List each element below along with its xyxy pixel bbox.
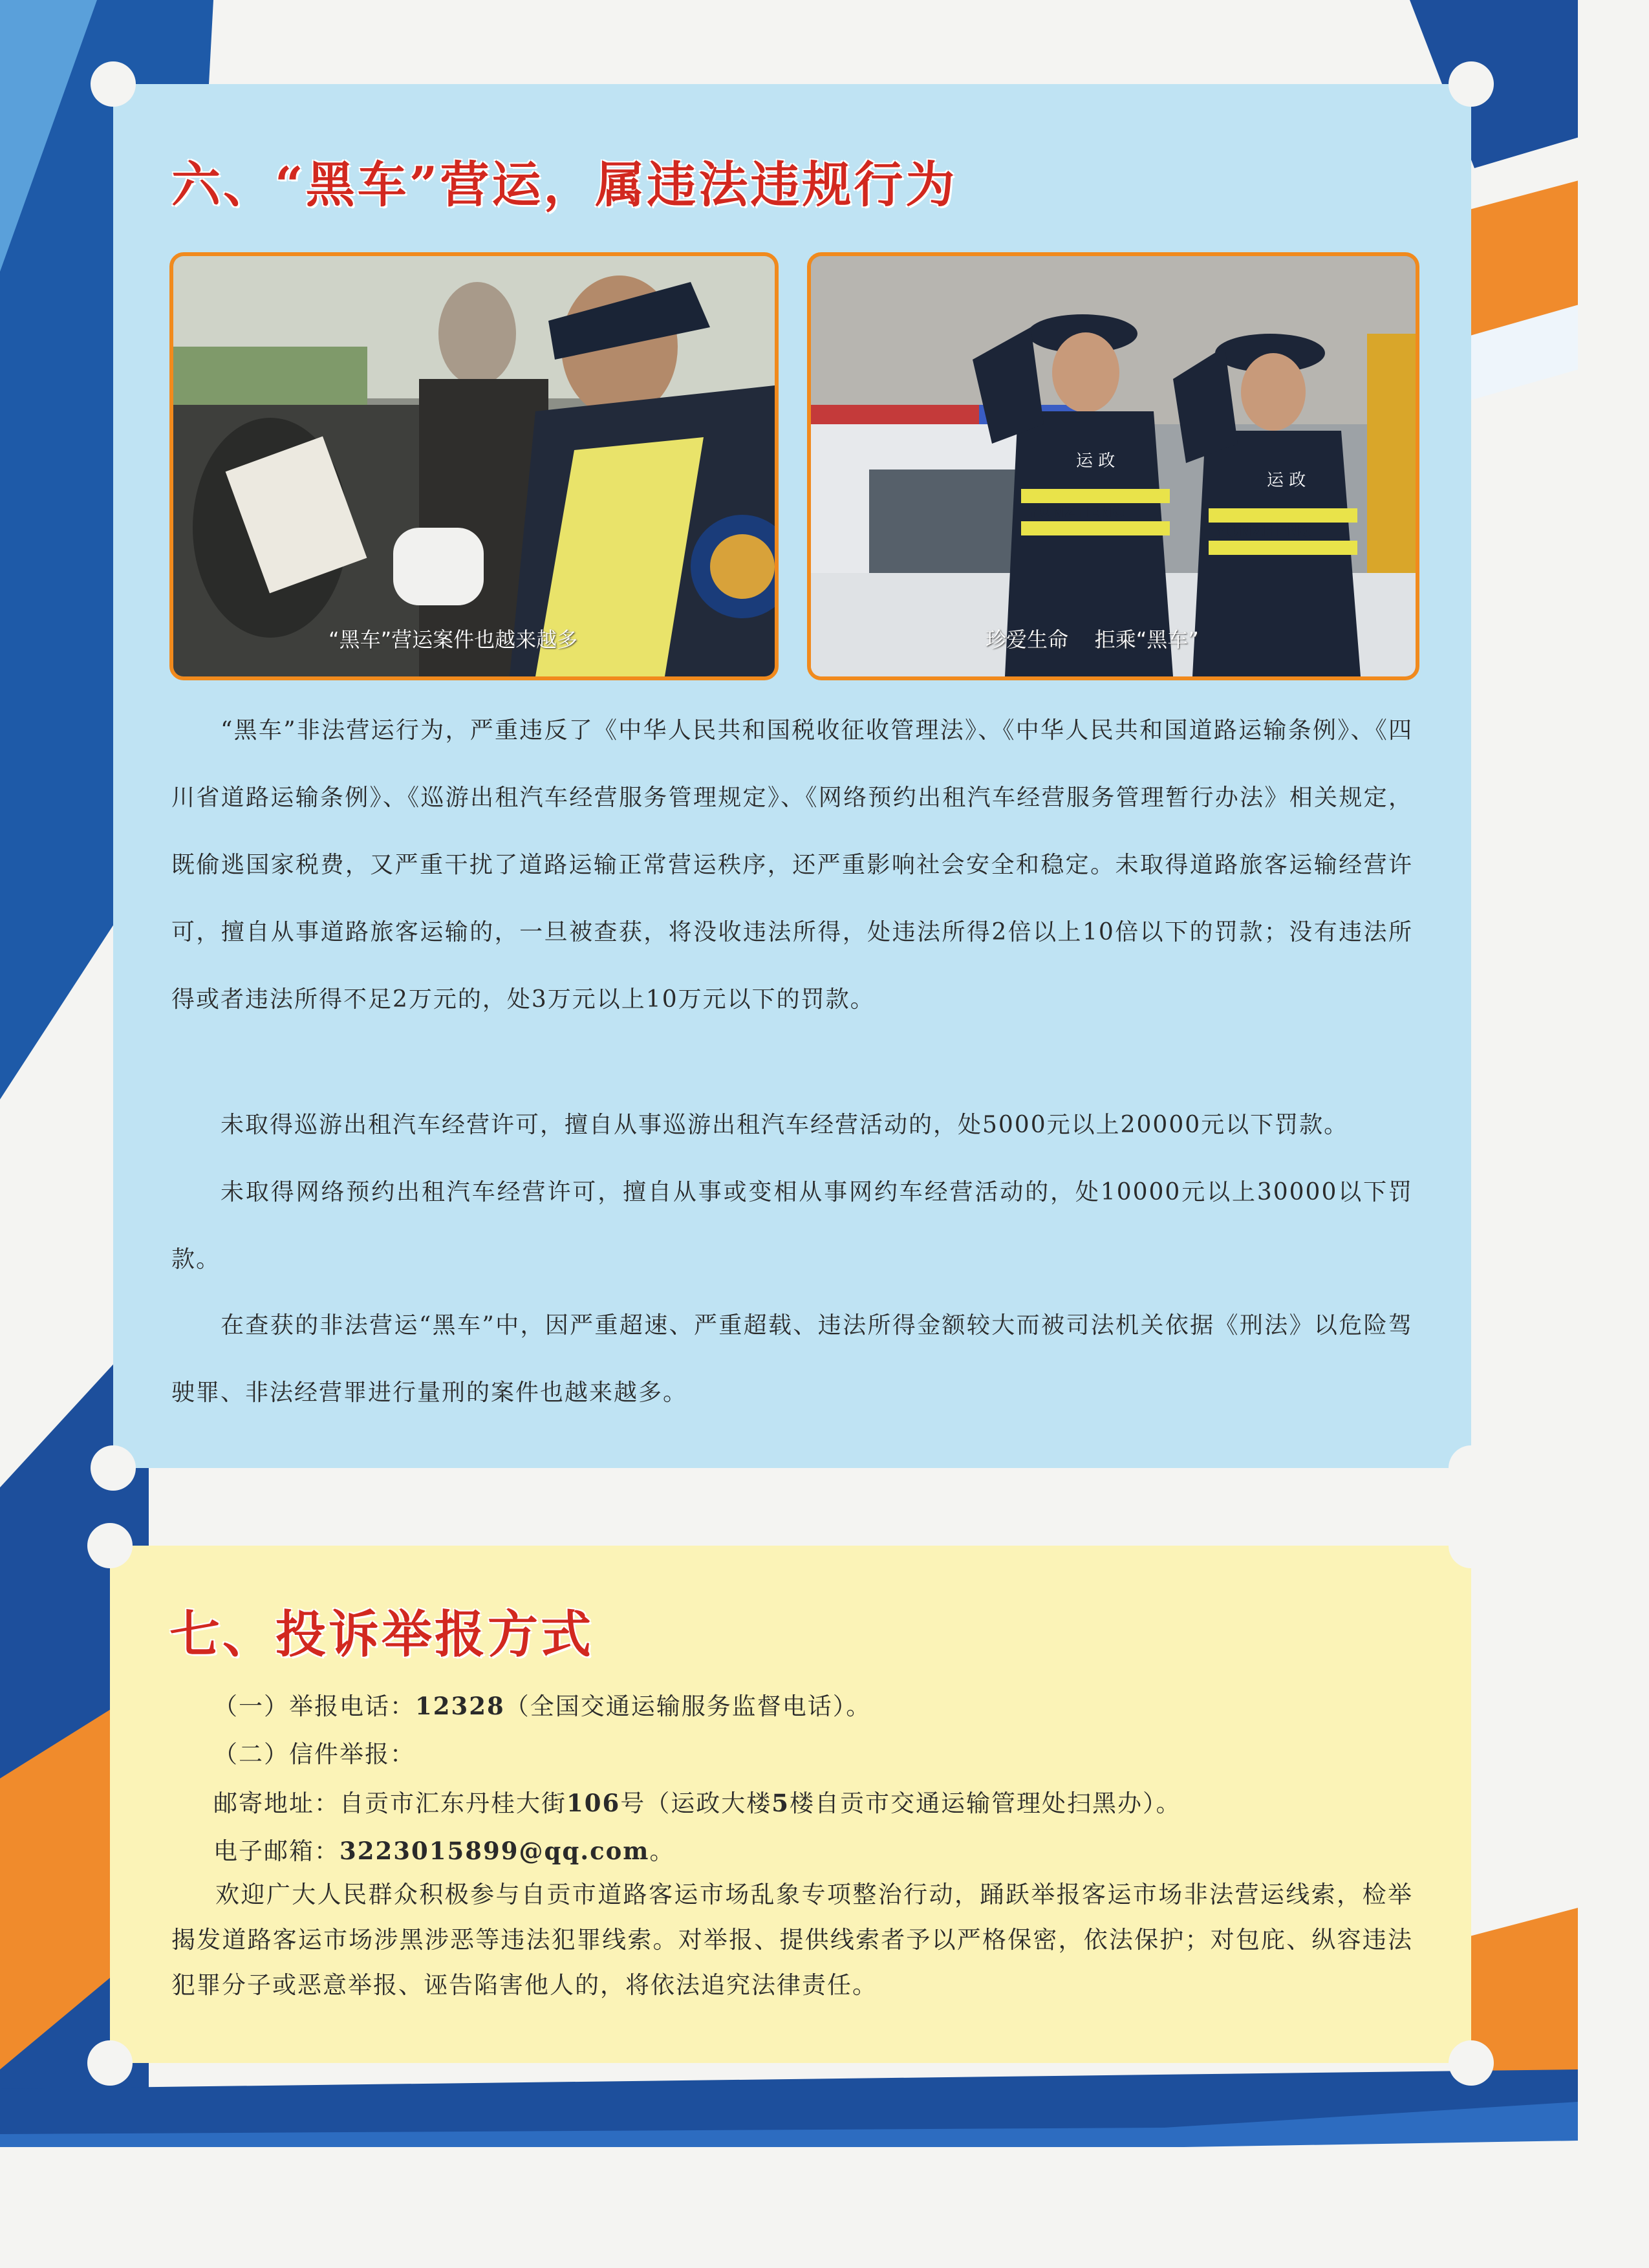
photo-inspection [169,252,779,680]
photo-salute [807,252,1419,680]
section-7-title: 七、投诉举报方式 [169,1605,594,1664]
contact-email-label: 电子邮箱： [213,1837,339,1865]
contact-phone-note: （全国交通运输服务监督电话）。 [504,1692,872,1720]
contact-phone-line [213,1687,871,1722]
photo-salute-caption: 珍爱生命 拒乘“黑车” [986,627,1199,652]
photo-inspection-image [173,256,775,676]
panel-corner [87,2040,133,2086]
panel-corner [1449,1523,1494,1568]
contact-letter-line: （二）信件举报： [213,1740,415,1768]
section-6-paragraph-2: 未取得巡游出租汽车经营许可，擅自从事巡游出租汽车经营活动的，处5000元以上20000元以下罚款。 [221,1112,1349,1138]
panel-corner [1449,1445,1494,1491]
contact-email-line [213,1831,674,1866]
panel-corner [1449,2040,1494,2086]
contact-phone-label: （一）举报电话： [213,1692,415,1720]
photo-salute-image [811,256,1416,676]
section-6-title: 六、“黑车”营运，属违法违规行为 [171,156,958,213]
vest-text-2: YUNZHENG [1028,502,1125,521]
section-7-paragraph: 欢迎广大人民群众积极参与自贡市道路客运市场乱象专项整治行动，踊跃举报客运市场非法营运线索，检举揭发道路客运市场涉黑涉恶等违法犯罪线索。对举报、提供线索者予以严格保密，依法保护；对包庇、纵容违法犯罪分子或恶意举报、诬告陷害他人的，将依法追究法律责任。 [171,1881,1413,1999]
panel-corner [91,61,136,107]
contact-phone-number[interactable]: 12328 [415,1692,505,1720]
contact-address-line [213,1784,1181,1819]
photo-inspection-caption: “黑车”营运案件也越来越多 [329,627,578,652]
contact-address-floor: 5 [771,1789,790,1817]
vest-text-1: 运 政 [1076,451,1116,471]
contact-address-number: 106 [566,1789,621,1817]
section-6-paragraph-3: 未取得网络预约出租汽车经营许可，擅自从事或变相从事网约车经营活动的，处10000元以上30000以下罚款。 [171,1179,1413,1273]
contact-email-suffix: 。 [649,1837,675,1865]
panel-corner [87,1523,133,1568]
panel-corner [91,1445,136,1491]
vest-text-1b: 运 政 [1267,471,1306,490]
contact-address-label: 邮寄地址：自贡市汇东丹桂大街 [213,1789,566,1817]
section-6-paragraph-1: “黑车”非法营运行为，严重违反了《中华人民共和国税收征收管理法》、《中华人民共和国道路运输条例》、《四川省道路运输条例》、《巡游出租汽车经营服务管理规定》、《网络预约出租汽车经营服务管理暂行办法》相关规定，既偷逃国家税费，又严重干扰了道路运输正常营运秩序，还严重影响社会安全和稳定。未取得道路旅客运输经营许可，擅自从事道路旅客运输的，一旦被查获，将没收违法所得，处违法所得2倍以上10倍以下的罚款；没有违法所得或者违法所得不足2万元的，处3万元以上10万元以下的罚款。 [171,717,1413,1013]
vest-text-2b: YUNZHENG [1215,522,1313,540]
panel-corner [1449,61,1494,107]
contact-email-address[interactable]: 3223015899@qq.com [339,1837,650,1865]
section-6-paragraph-4: 在查获的非法营运“黑车”中，因严重超速、严重超载、违法所得金额较大而被司法机关依据《刑法》以危险驾驶罪、非法经营罪进行量刑的案件也越来越多。 [171,1312,1413,1406]
contact-address-mid: 号（运政大楼 [620,1789,772,1817]
contact-address-suffix: 楼自贡市交通运输管理处扫黑办）。 [789,1789,1181,1817]
